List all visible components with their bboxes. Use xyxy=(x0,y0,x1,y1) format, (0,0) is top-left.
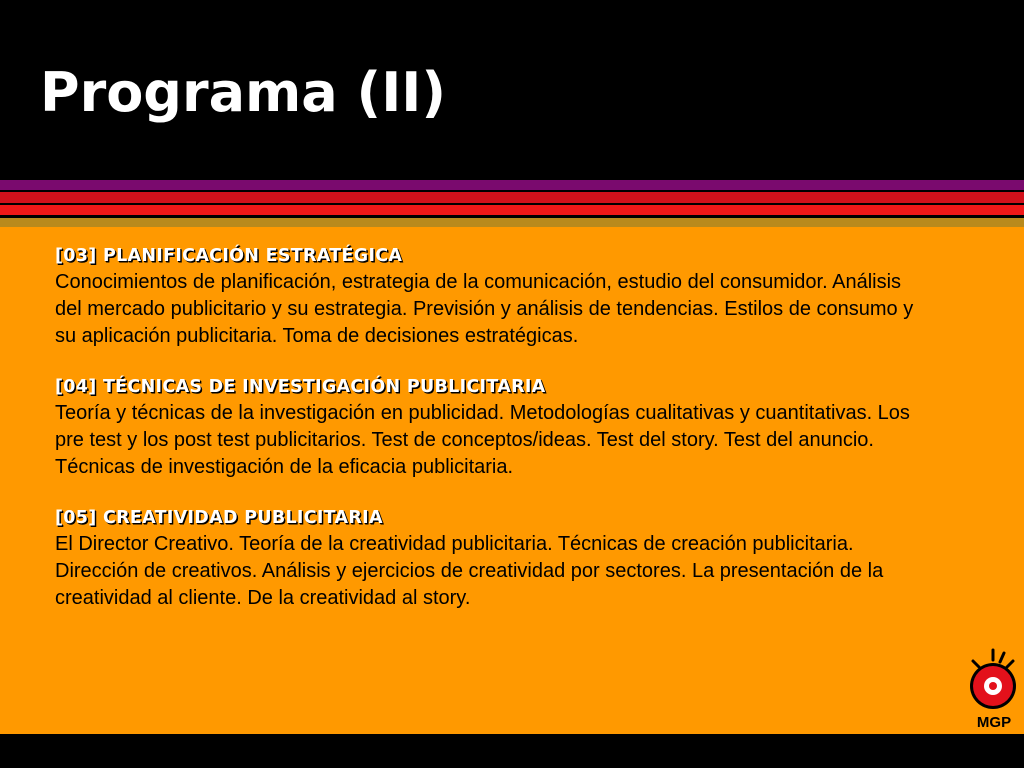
slide-content xyxy=(0,227,1024,734)
section-creatividad xyxy=(55,505,915,612)
section-body: Conocimientos de planificación, estrategia de la comunicación, estudio del consumidor. Análisis del mercado publicitario y su estrategia. Previsión y análisis de tendencias. Estilos de consumo y su aplicación publicitaria. Toma de decisiones estratégicas. xyxy=(55,271,914,347)
slide-footer xyxy=(0,734,1024,768)
section-planificacion xyxy=(55,243,915,350)
section-body: Teoría y técnicas de la investigación en publicidad. Metodologías cualitativas y cuantitativas. Los pre test y los post test publicitarios. Test de conceptos/ideas. Test del story. Test del anuncio. Técnicas de investigación de la eficacia publicitaria. xyxy=(55,402,910,478)
stripe-red xyxy=(0,205,1024,215)
section-investigacion xyxy=(55,374,915,481)
logo-text: MGP xyxy=(976,714,1012,731)
stripe-purple xyxy=(0,180,1024,190)
mgp-logo xyxy=(962,648,1024,734)
slide-title: Programa (II) xyxy=(40,61,447,124)
stripe-red-dark xyxy=(0,192,1024,203)
section-list xyxy=(55,243,915,636)
section-heading: [05] CREATIVIDAD PUBLICITARIA xyxy=(55,508,383,528)
section-body: El Director Creativo. Teoría de la creatividad publicitaria. Técnicas de creación publicitaria. Dirección de creativos. Análisis y ejercicios de creatividad por sectores. La presentación de la creatividad al cliente. De la creatividad al story. xyxy=(55,533,884,609)
section-heading: [03] PLANIFICACIÓN ESTRATÉGICA xyxy=(55,246,403,266)
stripe-gold xyxy=(0,218,1024,227)
slide-header xyxy=(0,0,1024,180)
target-logo-icon xyxy=(962,648,1024,716)
section-heading: [04] TÉCNICAS DE INVESTIGACIÓN PUBLICITARIA xyxy=(55,377,546,397)
